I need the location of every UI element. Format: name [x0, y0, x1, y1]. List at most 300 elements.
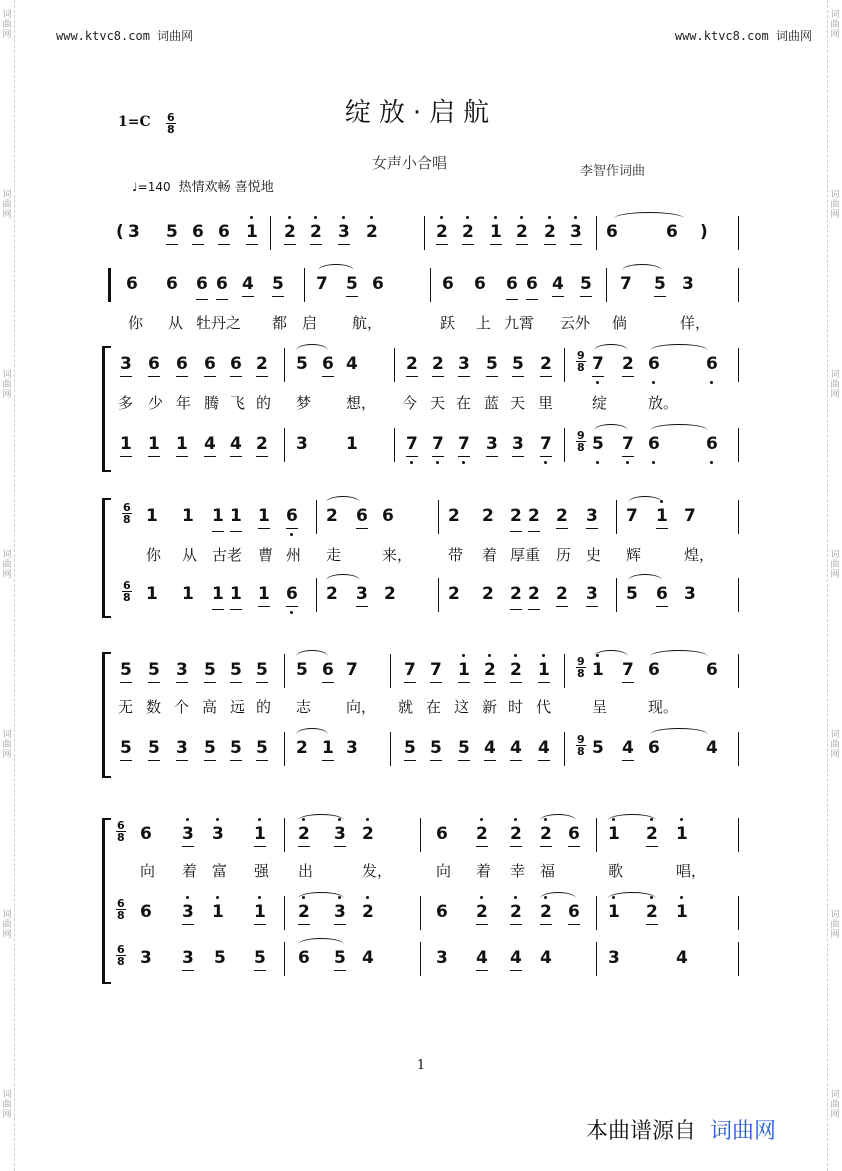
expression-marking: 热情欢畅 喜悦地 [178, 180, 274, 195]
tempo-marking: ♩=140 [132, 180, 171, 194]
note: 3 [356, 584, 368, 604]
note: 5 [334, 948, 346, 968]
note-u1 [204, 376, 216, 377]
note-u1 [254, 924, 266, 925]
note-u1 [256, 456, 268, 457]
note-u1 [458, 456, 470, 457]
note-u1 [406, 456, 418, 457]
side-watermark: 词曲网 [2, 10, 12, 40]
note: 7 [404, 660, 416, 680]
note-da [462, 654, 465, 657]
note: 6 [648, 660, 660, 680]
system-brace [102, 498, 111, 618]
note: 6 [656, 584, 668, 604]
note: 5 [592, 738, 604, 758]
note: 1 [656, 506, 668, 526]
lyric-syllable: 航， [352, 314, 383, 332]
note-u1 [230, 682, 242, 683]
note-u1 [176, 760, 188, 761]
note-u1 [254, 970, 266, 971]
barline [738, 348, 739, 382]
lyric-syllable: 煌， [684, 546, 715, 564]
system-brace [102, 346, 111, 472]
barline [438, 578, 439, 612]
note: 2 [646, 824, 658, 844]
note: 6 [286, 506, 298, 526]
note-u1 [204, 682, 216, 683]
note: 5 [120, 738, 132, 758]
note: 2 [516, 222, 528, 242]
note-da [342, 216, 345, 219]
side-watermark: 词曲网 [830, 190, 840, 220]
lyric-syllable: 在 [426, 698, 442, 716]
slur [628, 496, 662, 509]
lyric-syllable: 就 [398, 698, 414, 716]
note: 6 [382, 506, 394, 526]
note: 7 [346, 660, 358, 680]
barline [316, 578, 317, 612]
note: 6 [286, 584, 298, 604]
lyric-syllable: 古老 [212, 546, 243, 564]
note-u2 [212, 609, 224, 610]
note-da [574, 216, 577, 219]
note: 7 [684, 506, 696, 526]
note: 1 [322, 738, 334, 758]
note-da [250, 216, 253, 219]
note: 4 [622, 738, 634, 758]
note: 6 [192, 222, 204, 242]
system-brace [102, 652, 111, 778]
note-u1 [258, 606, 270, 607]
note: 1 [608, 824, 620, 844]
note-u1 [286, 528, 298, 529]
barline [596, 818, 597, 852]
note: 5 [230, 660, 242, 680]
note-da [480, 896, 483, 899]
note: 4 [676, 948, 688, 968]
note: 7 [622, 660, 634, 680]
note: 6 [204, 354, 216, 374]
note: 3 [338, 222, 350, 242]
side-watermark: 词曲网 [2, 370, 12, 400]
side-watermark: 词曲网 [2, 730, 12, 760]
note-da [480, 818, 483, 821]
lyric-syllable: 幸 [510, 862, 526, 880]
note-db [436, 461, 439, 464]
row-time-signature: $\frac{6}{8}$ [123, 501, 131, 526]
note: 2 [284, 222, 296, 242]
note-u1 [490, 244, 502, 245]
note-db [652, 461, 655, 464]
slur [318, 264, 354, 277]
source-brand: 词曲网 [710, 1119, 777, 1144]
lyric-syllable: 云外 [560, 314, 591, 332]
barline [738, 578, 739, 612]
note: 2 [646, 902, 658, 922]
meter-change: $\frac{9}{8}$ [577, 655, 585, 680]
note-u1 [204, 760, 216, 761]
header-site-right: www.ktvc8.com 词曲网 [674, 29, 812, 43]
note: 4 [484, 738, 496, 758]
note-u1 [510, 924, 522, 925]
slur [298, 938, 344, 951]
note: 5 [148, 738, 160, 758]
side-watermark: 词曲网 [830, 730, 840, 760]
note: 2 [556, 506, 568, 526]
note-u2 [526, 299, 538, 300]
note: 1 [182, 506, 194, 526]
lyric-syllable: 天 [510, 394, 526, 412]
barline [738, 942, 739, 976]
note: 6 [606, 222, 618, 242]
note: 5 [204, 660, 216, 680]
barline [420, 818, 421, 852]
barline [738, 268, 739, 302]
note-u1 [540, 376, 552, 377]
note: 2 [510, 902, 522, 922]
note: 1 [490, 222, 502, 242]
barline [284, 896, 285, 930]
note: 2 [362, 902, 374, 922]
slur [298, 892, 344, 905]
barline [738, 216, 739, 250]
lyric-syllable: 少 [148, 394, 164, 412]
note-u1 [356, 528, 368, 529]
note: 6 [176, 354, 188, 374]
barline [438, 500, 439, 534]
barline [284, 942, 285, 976]
barline [564, 732, 565, 766]
note: 3 [684, 584, 696, 604]
lyric-syllable: 天 [430, 394, 446, 412]
note-u1 [510, 760, 522, 761]
note: 2 [528, 584, 540, 604]
row-time-signature: $\frac{6}{8}$ [123, 579, 131, 604]
note-u1 [656, 606, 668, 607]
note: 3 [586, 584, 598, 604]
note-u1 [120, 760, 132, 761]
note: 1 [258, 584, 270, 604]
note-u1 [656, 528, 668, 529]
note-u1 [254, 846, 266, 847]
lyric-syllable: 呈 [592, 698, 608, 716]
note: 2 [448, 584, 460, 604]
system-brace [102, 818, 111, 984]
barline [284, 654, 285, 688]
note: 3 [570, 222, 582, 242]
note-da [314, 216, 317, 219]
lyric-syllable: 着 [182, 862, 198, 880]
note-u1 [322, 376, 334, 377]
slur [594, 424, 628, 437]
note-da [494, 216, 497, 219]
note: 4 [510, 738, 522, 758]
note-u1 [436, 244, 448, 245]
note-u1 [230, 456, 242, 457]
note-u1 [592, 376, 604, 377]
note: 7 [540, 434, 552, 454]
note-da [216, 818, 219, 821]
note: 6 [526, 274, 538, 294]
note: 2 [462, 222, 474, 242]
slur [628, 574, 662, 587]
note-u1 [540, 846, 552, 847]
slur [594, 344, 628, 357]
side-watermark: 词曲网 [830, 370, 840, 400]
slur [326, 496, 360, 509]
note-da [186, 896, 189, 899]
note-u1 [310, 244, 322, 245]
lyric-syllable: 远 [230, 698, 246, 716]
note: 2 [476, 902, 488, 922]
note: 1 [212, 902, 224, 922]
note: 2 [296, 738, 308, 758]
lyric-syllable: 代 [536, 698, 552, 716]
note: 2 [544, 222, 556, 242]
note: 6 [298, 948, 310, 968]
note: 2 [528, 506, 540, 526]
lyric-syllable: 从 [168, 314, 184, 332]
note: 2 [448, 506, 460, 526]
meter-change: $\frac{9}{8}$ [577, 429, 585, 454]
note: 2 [510, 506, 522, 526]
note: 5 [486, 354, 498, 374]
note-da [258, 896, 261, 899]
note-u1 [120, 456, 132, 457]
note: 2 [436, 222, 448, 242]
note: 5 [626, 584, 638, 604]
note: 2 [256, 354, 268, 374]
note-u1 [406, 376, 418, 377]
note: 3 [212, 824, 224, 844]
barline [316, 500, 317, 534]
note: 3 [608, 948, 620, 968]
note: 5 [404, 738, 416, 758]
note-u1 [458, 376, 470, 377]
note-u1 [120, 376, 132, 377]
note: 1 [538, 660, 550, 680]
note: 7 [592, 354, 604, 374]
note: 6 [126, 274, 138, 294]
note-u1 [334, 970, 346, 971]
time-numerator: 6 [167, 111, 175, 124]
note: 2 [384, 584, 396, 604]
note-u2 [528, 609, 540, 610]
note-u1 [256, 682, 268, 683]
lyric-syllable: 启 [302, 314, 318, 332]
note: 4 [552, 274, 564, 294]
note-db [544, 461, 547, 464]
note: 3 [182, 902, 194, 922]
note: 2 [362, 824, 374, 844]
lyric-syllable: 蓝 [484, 394, 500, 412]
note: 3 [682, 274, 694, 294]
note: 2 [540, 354, 552, 374]
lyric-syllable: 从 [182, 546, 198, 564]
note: 4 [204, 434, 216, 454]
note: 5 [148, 660, 160, 680]
note: 2 [622, 354, 634, 374]
lyric-syllable: 着 [482, 546, 498, 564]
note-u1 [540, 456, 552, 457]
note: 6 [666, 222, 678, 242]
note-u1 [258, 528, 270, 529]
row-time-signature: $\frac{6}{8}$ [117, 943, 125, 968]
lyric-syllable: 福 [540, 862, 556, 880]
note: 3 [128, 222, 140, 242]
note-da [216, 896, 219, 899]
note-da [520, 216, 523, 219]
note: 5 [654, 274, 666, 294]
side-watermark: 词曲网 [2, 550, 12, 580]
lyric-syllable: 向， [346, 698, 377, 716]
lyric-syllable: 数 [146, 698, 162, 716]
note-db [710, 461, 713, 464]
note-da [186, 818, 189, 821]
note-u1 [432, 376, 444, 377]
note: 6 [356, 506, 368, 526]
slur [650, 344, 708, 357]
lyric-syllable: 的 [256, 394, 272, 412]
note-u1 [622, 376, 634, 377]
barline [390, 654, 391, 688]
note: 2 [476, 824, 488, 844]
note: 7 [626, 506, 638, 526]
lyric-syllable: 唱， [676, 862, 707, 880]
note-u2 [506, 299, 518, 300]
note-u1 [580, 296, 592, 297]
note: 3 [176, 660, 188, 680]
note: 2 [510, 584, 522, 604]
barline [270, 216, 271, 250]
barline [564, 654, 565, 688]
page-number: 1 [416, 1058, 426, 1073]
tempo-line [132, 176, 274, 195]
barline [564, 428, 565, 462]
note-u1 [556, 528, 568, 529]
slur [650, 728, 708, 741]
note: 1 [676, 824, 688, 844]
barline [284, 732, 285, 766]
note-da [366, 896, 369, 899]
note: 6 [568, 824, 580, 844]
slur [614, 212, 684, 225]
note-u2 [230, 609, 242, 610]
note: 1 [176, 434, 188, 454]
note: 2 [540, 824, 552, 844]
barline [738, 896, 739, 930]
note: 3 [176, 738, 188, 758]
source-label: 本曲谱源自 [586, 1119, 697, 1144]
note: 6 [148, 354, 160, 374]
lyric-syllable: 时 [508, 698, 524, 716]
note: 6 [436, 902, 448, 922]
note: 5 [592, 434, 604, 454]
note-u1 [272, 296, 284, 297]
note: 4 [242, 274, 254, 294]
note: 1 [346, 434, 358, 454]
note: 5 [204, 738, 216, 758]
note-u1 [404, 682, 416, 683]
note: 5 [272, 274, 284, 294]
lyric-syllable: 歌 [608, 862, 624, 880]
barline [738, 500, 739, 534]
note: 6 [568, 902, 580, 922]
barline [284, 818, 285, 852]
side-watermark: 词曲网 [2, 1090, 12, 1120]
note: 1 [258, 506, 270, 526]
lyric-syllable: 腾 [204, 394, 220, 412]
note: 6 [322, 660, 334, 680]
meter-change: $\frac{9}{8}$ [577, 349, 585, 374]
note-u1 [334, 846, 346, 847]
note: 5 [580, 274, 592, 294]
note: 6 [648, 434, 660, 454]
note-da [514, 818, 517, 821]
note: 6 [140, 824, 152, 844]
barline [390, 732, 391, 766]
right-watermark-strip [827, 0, 842, 1171]
note-u1 [176, 456, 188, 457]
slur [296, 728, 328, 741]
barline [424, 216, 425, 250]
composer-credit: 李智作词曲 [580, 164, 646, 179]
note-u2 [212, 531, 224, 532]
note: 2 [510, 660, 522, 680]
note-db [596, 461, 599, 464]
slur [622, 264, 662, 277]
note-u2 [510, 531, 522, 532]
note: 6 [230, 354, 242, 374]
note-u1 [654, 296, 666, 297]
slur [296, 344, 328, 357]
note: 1 [676, 902, 688, 922]
note: 6 [474, 274, 486, 294]
lyric-syllable: 发， [362, 862, 393, 880]
note-u1 [286, 606, 298, 607]
slur [650, 650, 708, 663]
note: 3 [182, 824, 194, 844]
note-u1 [176, 682, 188, 683]
note-u1 [458, 760, 470, 761]
note-u1 [182, 970, 194, 971]
note: 2 [482, 506, 494, 526]
slur [594, 650, 628, 663]
note: 7 [432, 434, 444, 454]
slur [608, 814, 656, 827]
note-u1 [476, 846, 488, 847]
note: 4 [538, 738, 550, 758]
barline [284, 428, 285, 462]
source-footer [586, 1114, 776, 1145]
note: 2 [556, 584, 568, 604]
note-u2 [230, 531, 242, 532]
lyric-syllable: 上 [476, 314, 492, 332]
note: 6 [372, 274, 384, 294]
lyric-syllable: 倘 [612, 314, 628, 332]
slur [298, 814, 344, 827]
side-watermark: 词曲网 [2, 190, 12, 220]
note: 5 [254, 948, 266, 968]
note-u1 [646, 846, 658, 847]
note: 4 [476, 948, 488, 968]
note: 1 [146, 506, 158, 526]
lyric-syllable: 跃 [440, 314, 456, 332]
note-u1 [512, 456, 524, 457]
note: 4 [346, 354, 358, 374]
lyric-syllable: 富 [212, 862, 228, 880]
barline [394, 348, 395, 382]
